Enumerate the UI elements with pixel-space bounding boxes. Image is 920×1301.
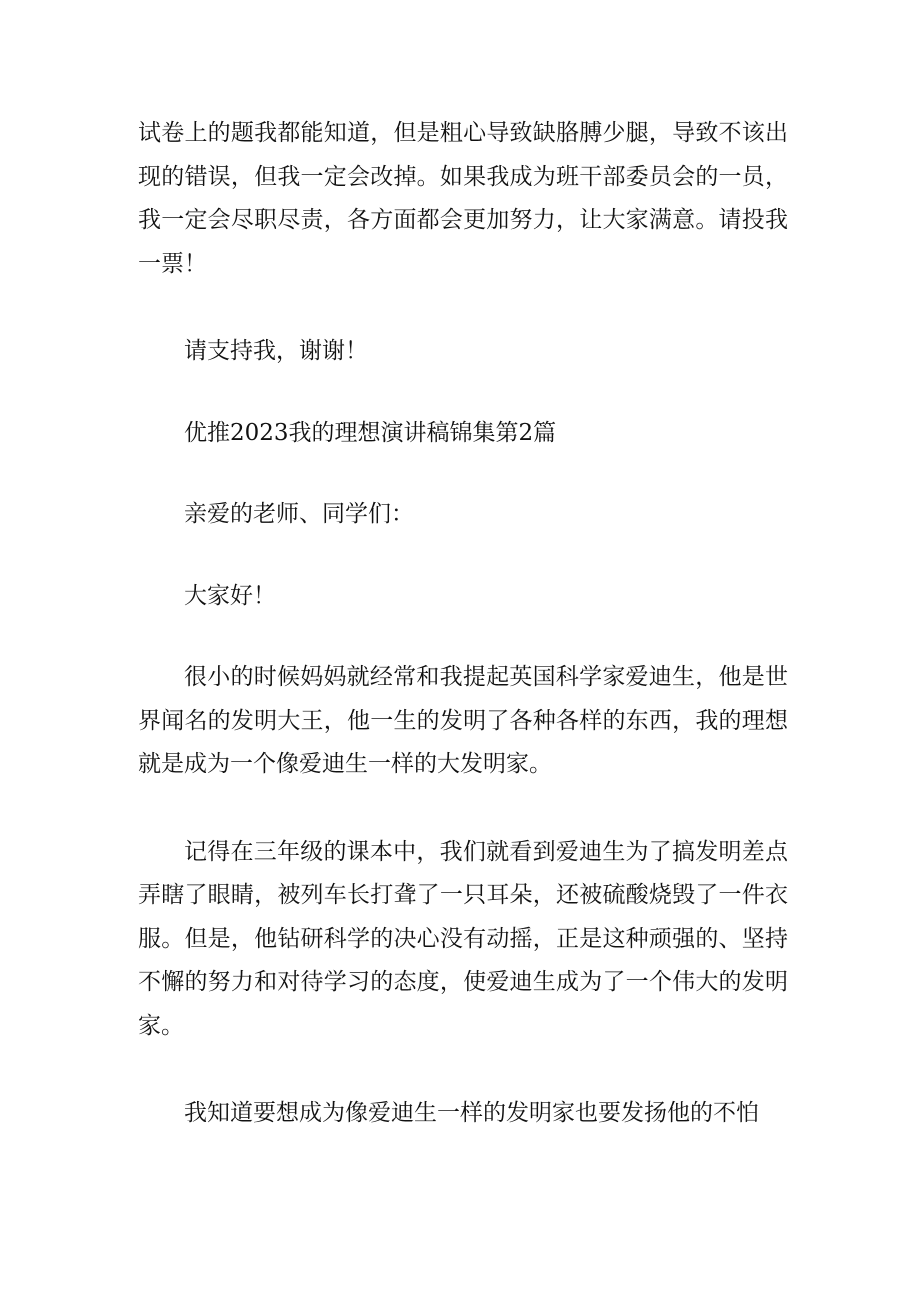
paragraph-6: 很小的时候妈妈就经常和我提起英国科学家爱迪生，他是世界闻名的发明大王，他一生的发明了各种各样的东西，我的理想就是成为一个像爱迪生一样的大发明家。 xyxy=(138,664,788,777)
paragraph-1: 试卷上的题我都能知道，但是粗心导致缺胳膊少腿，导致不该出现的错误，但我一定会改掉。如果我成为班干部委员会的一员，我一定会尽职尽责，各方面都会更加努力，让大家满意。请投我一票！ xyxy=(138,120,788,277)
greeting: 大家好！ xyxy=(184,582,276,609)
paragraph-8: 我知道要想成为像爱迪生一样的发明家也要发扬他的不怕 xyxy=(184,1100,759,1126)
section-heading: 优推2023我的理想演讲稿锦集第2篇 xyxy=(184,419,557,446)
salutation: 亲爱的老师、同学们： xyxy=(184,501,414,527)
paragraph-7: 记得在三年级的课本中，我们就看到爱迪生为了搞发明差点弄瞎了眼睛，被列车长打聋了一只耳朵，还被硫酸烧毁了一件衣服。但是，他钻研科学的决心没有动摇，正是这种顽强的、坚持不懈的努力和对待学习的态度，使爱迪生成为了一个伟大的发明家。 xyxy=(138,838,788,1039)
document-page xyxy=(138,112,788,1136)
paragraph-2: 请支持我，谢谢！ xyxy=(184,338,368,364)
